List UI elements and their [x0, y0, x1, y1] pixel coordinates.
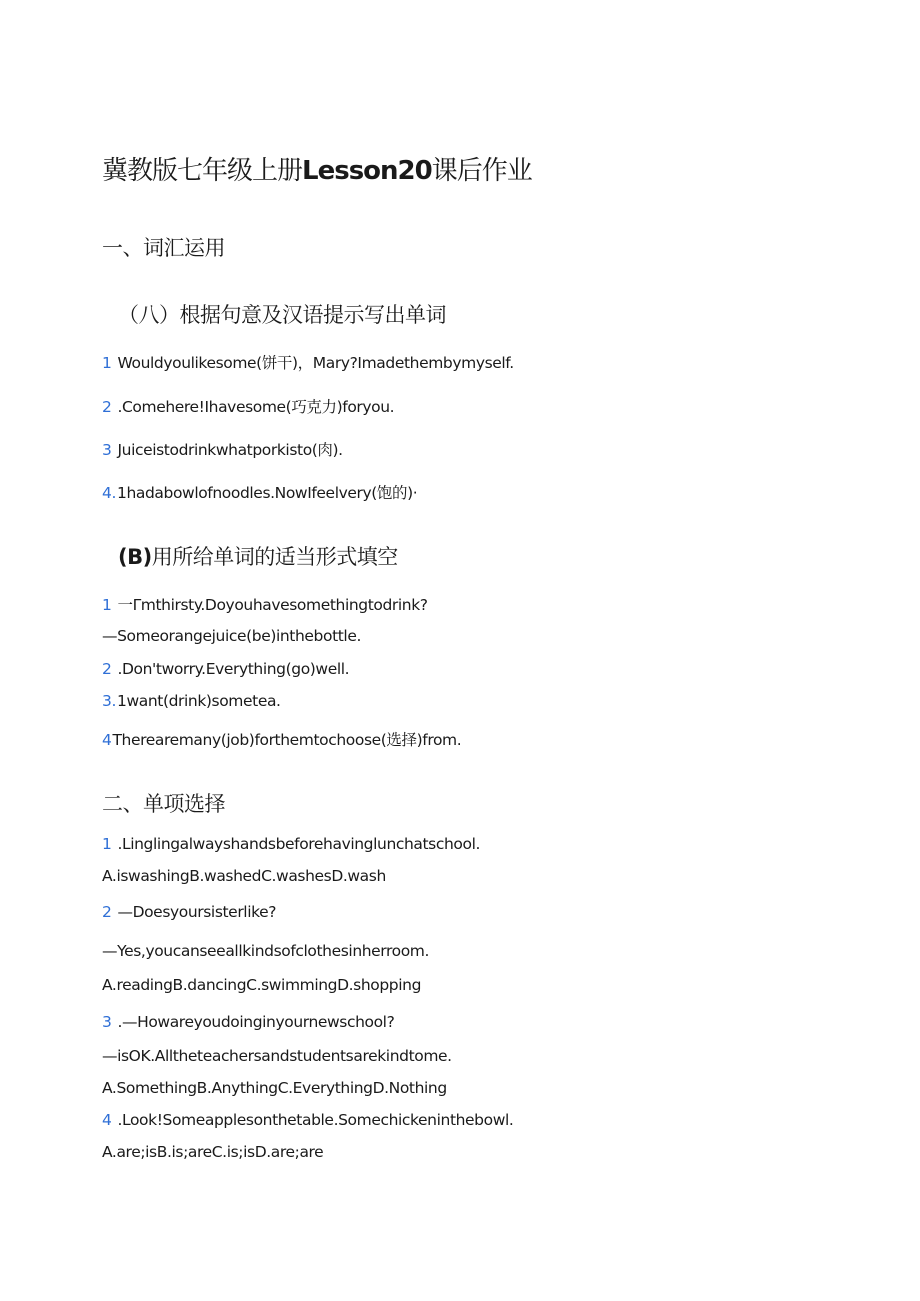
partA-item-2 [102, 395, 394, 417]
question-3-line: —isOK.Alltheteachersandstudentsarekindtome. [102, 1047, 452, 1065]
item-number: 4. [102, 484, 116, 502]
question-text: .—Howareyoudoinginyournewschool? [117, 1013, 395, 1031]
partB-heading [118, 541, 398, 571]
partA-heading: （八）根据句意及汉语提示写出单词 [118, 303, 446, 327]
partB-title: 用所给单词的适当形式填空 [151, 545, 398, 569]
page-title [102, 150, 532, 187]
partA-item-3 [102, 438, 343, 460]
question-2-stem [102, 903, 276, 921]
question-text: —Doesyoursisterlike? [117, 903, 277, 921]
item-text: .Don'tworry.Everything(go)well. [117, 660, 350, 678]
partA-item-4 [102, 481, 417, 503]
partB-item-1 [102, 593, 428, 615]
partB-item-1-reply [102, 627, 361, 645]
question-1-options: A.iswashingB.washedC.washesD.wash [102, 867, 386, 885]
partB-tag: (B) [118, 545, 152, 569]
item-number: 2 [102, 398, 112, 416]
partA-item-1 [102, 351, 514, 373]
partB-item-2 [102, 660, 349, 678]
item-number: 1 [102, 596, 112, 614]
question-3-stem [102, 1013, 394, 1031]
item-number: 3 [102, 441, 112, 459]
partB-item-3 [102, 692, 281, 710]
question-number: 3 [102, 1013, 112, 1031]
question-text: .Linglingalwayshandsbeforehavinglunchatschool. [117, 835, 481, 853]
question-number: 2 [102, 903, 112, 921]
question-number: 1 [102, 835, 112, 853]
item-text: Wouldyoulikesome(饼干)，Mary?Imadethembymyself. [117, 354, 514, 372]
item-text: —Someorangejuice(be)inthebottle. [102, 627, 361, 645]
question-number: 4 [102, 1111, 112, 1129]
title-cjk-b: 课后作业 [431, 156, 532, 186]
item-text: 一Γmthirsty.Doyouhavesomethingtodrink? [117, 596, 428, 614]
question-4-options: A.are;isB.is;areC.is;isD.are;are [102, 1143, 324, 1161]
item-text: 1want(drink)sometea. [117, 692, 281, 710]
item-number: 1 [102, 354, 112, 372]
item-text: 1hadabowlofnoodles.NowIfeelvery(饱的)· [117, 484, 418, 502]
question-2-options: A.readingB.dancingC.swimmingD.shopping [102, 976, 422, 994]
question-4-stem [102, 1111, 513, 1129]
section2-heading: 二、单项选择 [102, 792, 225, 816]
question-3-options: A.SomethingB.AnythingC.EverythingD.Nothing [102, 1079, 447, 1097]
question-1-stem [102, 835, 480, 853]
item-number: 2 [102, 660, 112, 678]
item-text: .Comehere!Ihavesome(巧克力)foryou. [117, 398, 395, 416]
item-text: Juiceistodrinkwhatporkisto(肉). [117, 441, 343, 459]
partB-item-4 [102, 728, 461, 750]
item-number: 4 [102, 731, 112, 749]
section1-heading: 一、词汇运用 [102, 236, 225, 260]
title-lesson: Lesson20 [302, 156, 432, 186]
question-2-line: —Yes,youcanseeallkindsofclothesinherroom. [102, 942, 430, 960]
question-text: .Look!Someapplesonthetable.Somechickeninthebowl. [117, 1111, 514, 1129]
item-number: 3. [102, 692, 116, 710]
title-cjk-a: 冀教版七年级上册 [102, 156, 303, 186]
item-text: Therearemany(job)forthemtochoose(选择)from. [112, 731, 462, 749]
